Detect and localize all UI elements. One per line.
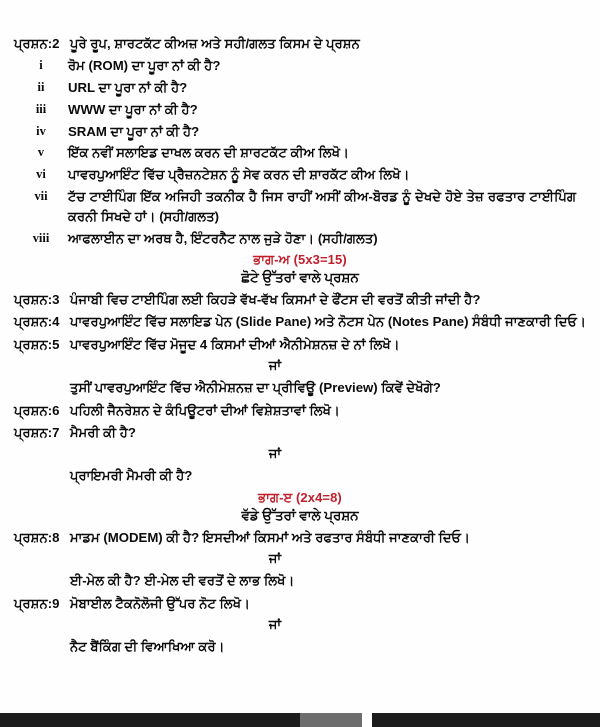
sub-item-text: WWW ਦਾ ਪੂਰਾ ਨਾਂ ਕੀ ਹੈ? [68, 101, 198, 117]
section-b-subheading: ਵੱਡੇ ਉੱਤਰਾਂ ਵਾਲੇ ਪ੍ਰਸ਼ਨ [241, 507, 359, 523]
section-a-subheading: ਛੋਟੇ ਉੱਤਰਾਂ ਵਾਲੇ ਪ੍ਰਸ਼ਨ [241, 270, 359, 286]
sub-item-i [14, 56, 586, 76]
question-9-row [14, 594, 586, 613]
sub-item-text: SRAM ਦਾ ਪੂਰਾ ਨਾਂ ਕੀ ਹੈ? [68, 123, 200, 139]
sub-item-number: iv [36, 123, 46, 138]
question-5-text: ਪਾਵਰਪੁਆਇੰਟ ਵਿੱਚ ਮੋਜੂਦ 4 ਕਿਸਮਾਂ ਦੀਆਂ ਐਨੀਮੇਸ਼ਨਜ਼ ਦੇ ਨਾਂ ਲਿਖੋ। [70, 336, 400, 352]
bottom-strip-segment-light [300, 713, 362, 727]
sub-item-number: vi [36, 167, 46, 182]
question-9-or: ਜਾਂ [268, 616, 282, 632]
question-3-text: ਪੰਜਾਬੀ ਵਿਚ ਟਾਈਪਿੰਗ ਲਈ ਕਿਹੜੇ ਵੱਖ-ਵੱਖ ਕਿਸਮਾਂ ਦੇ ਫੌਂਟਸ ਦੀ ਵਰਤੋਂ ਕੀਤੀ ਜਾਂਦੀ ਹੈ? [70, 292, 481, 308]
sub-item-text: URL ਦਾ ਪੂਰਾ ਨਾਂ ਕੀ ਹੈ? [68, 79, 188, 95]
question-2-label: ਪ੍ਰਸ਼ਨ:2 [14, 36, 60, 51]
sub-item-v [14, 143, 586, 163]
question-5-row [14, 335, 586, 354]
question-6-row [14, 401, 586, 420]
sub-item-number: v [37, 145, 45, 160]
question-8-row [14, 528, 586, 547]
question-2-row [14, 34, 586, 53]
question-6-label: ਪ੍ਰਸ਼ਨ:6 [14, 402, 60, 418]
sub-item-vii [14, 187, 586, 227]
question-8-label: ਪ੍ਰਸ਼ਨ:8 [14, 529, 60, 545]
question-7-alternative: ਪ੍ਰਾਇਮਰੀ ਮੈਮਰੀ ਕੀ ਹੈ? [70, 467, 193, 483]
sub-item-vi [14, 165, 586, 185]
question-8-alternative: ਈ-ਮੇਲ ਕੀ ਹੈ? ਈ-ਮੇਲ ਦੀ ਵਰਤੋਂ ਦੇ ਲਾਭ ਲਿਖੋ। [70, 572, 295, 588]
question-7-row [14, 423, 586, 442]
sub-item-iv [14, 122, 586, 142]
sub-item-number: i [39, 58, 43, 73]
question-4-label: ਪ੍ਰਸ਼ਨ:4 [14, 314, 60, 330]
section-a-heading: ਭਾਗ-ਅ (5x3=15) [253, 252, 347, 268]
question-2-text: ਪੂਰੇ ਰੂਪ, ਸ਼ਾਰਟਕੱਟ ਕੀਅਜ਼ ਅਤੇ ਸਹੀ/ਗਲਤ ਕਿਸਮ ਦੇ ਪ੍ਰਸ਼ਨ [70, 36, 360, 51]
question-5-alternative: ਤੁਸੀਂ ਪਾਵਰਪੁਆਇੰਟ ਵਿੱਚ ਐਨੀਮੇਸ਼ਨਜ਼ ਦਾ ਪ੍ਰੀਵਿਊ (Preview) ਕਿਵੇਂ ਦੇਖੋਗੇ? [70, 379, 441, 395]
sub-item-text: ਇੱਕ ਨਵੀਂ ਸਲਾਇਡ ਦਾਖਲ ਕਰਨ ਦੀ ਸ਼ਾਰਟਕੱਟ ਕੀਅ ਲਿਖੋ। [68, 145, 349, 161]
section-b-heading: ਭਾਗ-ੲ (2x4=8) [258, 489, 342, 505]
sub-item-text: ਆਫਲਾਈਨ ਦਾ ਅਰਥ ਹੈ, ਇੰਟਰਨੈਟ ਨਾਲ ਜੁੜੇ ਹੋਣਾ। (ਸਹੀ/ਗਲਤ) [68, 230, 378, 246]
sub-item-text: ਪਾਵਰਪੁਆਇੰਟ ਵਿੱਚ ਪ੍ਰੈਜ਼ਨਟੇਸ਼ਨ ਨੂੰ ਸੇਵ ਕਰਨ ਦੀ ਸ਼ਾਰਕੱਟ ਕੀਅ ਲਿਖੋ। [68, 167, 410, 183]
question-8-or: ਜਾਂ [268, 550, 282, 566]
question-4-row [14, 312, 586, 331]
sub-item-viii [14, 229, 586, 249]
question-3-row [14, 290, 586, 309]
sub-item-iii [14, 100, 586, 120]
question-7-or: ਜਾਂ [268, 445, 282, 461]
question-7-label: ਪ੍ਰਸ਼ਨ:7 [14, 424, 60, 440]
question-5-or: ਜਾਂ [268, 357, 282, 373]
sub-item-text: ਟੱਚ ਟਾਈਪਿੰਗ ਇੱਕ ਅਜਿਹੀ ਤਕਨੀਕ ਹੈ ਜਿਸ ਰਾਹੀਂ ਅਸੀਂ ਕੀਅ-ਬੋਰਡ ਨੂੰ ਦੇਖਦੇ ਹੋਏ ਤੇਜ਼ ਰਫਤਾਰ ਟਾਈਪਿੰਗ ਕਰਨੀ ਸਿਖਦੇ ਹਾਂ। (ਸਹੀ/ਗਲਤ) [68, 188, 576, 224]
sub-item-number: ii [37, 79, 45, 94]
question-8-text: ਮਾਡਮ (MODEM) ਕੀ ਹੈ? ਇਸਦੀਆਂ ਕਿਸਮਾਂ ਅਤੇ ਰਫਤਾਰ ਸੰਬੰਧੀ ਜਾਣਕਾਰੀ ਦਿਓ। [70, 529, 470, 545]
question-6-text: ਪਹਿਲੀ ਜੈਨਰੇਸ਼ਨ ਦੇ ਕੰਪਿਊਟਰਾਂ ਦੀਆਂ ਵਿਸ਼ੇਸ਼ਤਾਵਾਂ ਲਿਖੋ। [70, 402, 340, 418]
bottom-status-strip [0, 713, 600, 727]
question-4-text: ਪਾਵਰਪੁਆਇੰਟ ਵਿੱਚ ਸਲਾਇਡ ਪੇਨ (Slide Pane) ਅਤੇ ਨੋਟਸ ਪੇਨ (Notes Pane) ਸੰਬੰਧੀ ਜਾਣਕਾਰੀ ਦਿਓ। [70, 314, 586, 330]
sub-item-number: vii [34, 188, 48, 203]
sub-item-text: ਰੋਮ (ROM) ਦਾ ਪੂਰਾ ਨਾਂ ਕੀ ਹੈ? [68, 58, 221, 74]
question-9-alternative: ਨੈਟ ਬੈਂਕਿੰਗ ਦੀ ਵਿਆਖਿਆ ਕਰੋ। [70, 638, 225, 654]
question-5-label: ਪ੍ਰਸ਼ਨ:5 [14, 336, 60, 352]
sub-item-number: viii [32, 230, 50, 245]
bottom-strip-segment-white [362, 713, 372, 727]
question-3-label: ਪ੍ਰਸ਼ਨ:3 [14, 292, 60, 308]
sub-item-ii [14, 78, 586, 98]
question-7-text: ਮੈਮਰੀ ਕੀ ਹੈ? [70, 424, 136, 440]
question-9-label: ਪ੍ਰਸ਼ਨ:9 [14, 595, 60, 611]
question-9-text: ਮੋਬਾਈਲ ਟੈਕਨੋਲੋਜੀ ਉੱਪਰ ਨੋਟ ਲਿਖੋ। [70, 595, 250, 611]
sub-item-number: iii [35, 101, 47, 116]
